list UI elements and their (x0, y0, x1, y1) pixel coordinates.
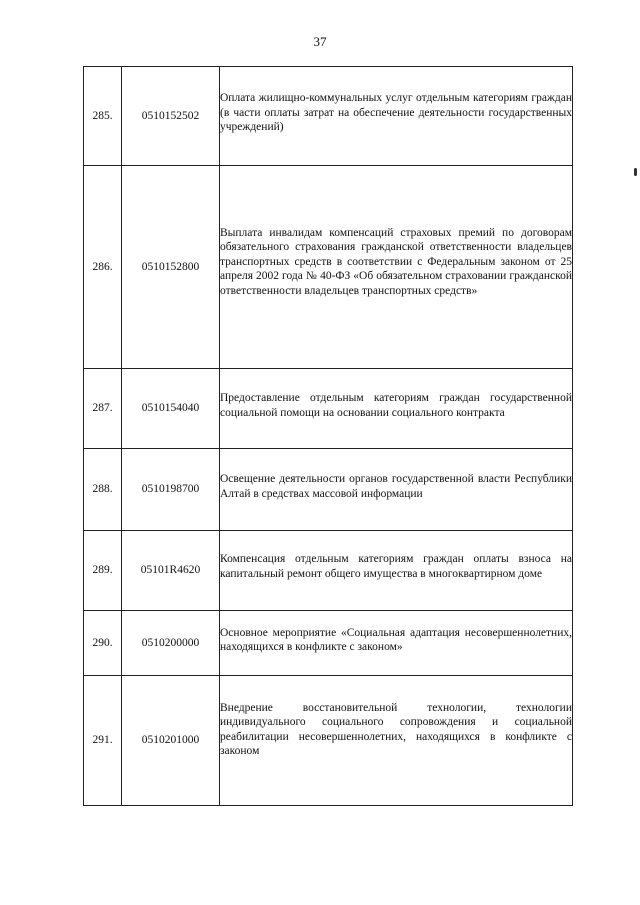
row-description-cell (220, 369, 573, 449)
budget-code: 0510152502 (122, 67, 220, 166)
row-description: Оплата жилищно-коммунальных услуг отдельным категориям граждан (в части оплаты затрат на обеспечение деятельности государственных учреждений) (220, 92, 572, 134)
row-description: Внедрение восстановительной технологии, технологии индивидуального социального сопровождения и социальной реабилитации несовершеннолетних, находящихся в конфликте с законом (220, 701, 572, 757)
budget-code: 0510154040 (122, 369, 220, 449)
row-number: 291. (84, 676, 122, 806)
row-description-cell (220, 531, 573, 611)
row-description-cell (220, 67, 573, 166)
row-description: Компенсация отдельным категориям граждан оплаты взноса на капитальный ремонт общего имущества в многоквартирном доме (220, 553, 572, 580)
row-description-cell (220, 676, 573, 806)
row-description-cell (220, 611, 573, 676)
row-description-cell (220, 166, 573, 369)
row-number: 286. (84, 166, 122, 369)
scan-artifact-mark (634, 168, 637, 176)
budget-classification-table (83, 66, 573, 806)
table-row (84, 369, 573, 449)
budget-code: 0510198700 (122, 449, 220, 531)
table-row (84, 531, 573, 611)
table-row (84, 676, 573, 806)
table-row (84, 67, 573, 166)
row-description-cell (220, 449, 573, 531)
row-number: 290. (84, 611, 122, 676)
row-description: Основное мероприятие «Социальная адаптация несовершеннолетних, находящихся в конфликте с законом» (220, 626, 572, 653)
row-number: 287. (84, 369, 122, 449)
row-number: 289. (84, 531, 122, 611)
budget-code: 0510152800 (122, 166, 220, 369)
row-description: Предоставление отдельным категориям граждан государственной социальной помощи на основании социального контракта (220, 392, 572, 419)
row-description: Освещение деятельности органов государственной власти Республики Алтай в средствах массовой информации (220, 473, 572, 500)
row-description: Выплата инвалидам компенсаций страховых премий по договорам обязательного страхования гражданской ответственности владельцев транспортных средств в соответствии с Федеральным законом от 25 апреля 2002 года № 40-ФЗ «Об обязательном страховании гражданской ответственности владельцев транспортных средств» (220, 226, 572, 297)
page-number: 37 (313, 34, 327, 49)
table-row (84, 449, 573, 531)
row-number: 288. (84, 449, 122, 531)
budget-code: 0510200000 (122, 611, 220, 676)
table-row (84, 611, 573, 676)
row-number: 285. (84, 67, 122, 166)
table-row (84, 166, 573, 369)
budget-code: 05101R4620 (122, 531, 220, 611)
budget-code: 0510201000 (122, 676, 220, 806)
